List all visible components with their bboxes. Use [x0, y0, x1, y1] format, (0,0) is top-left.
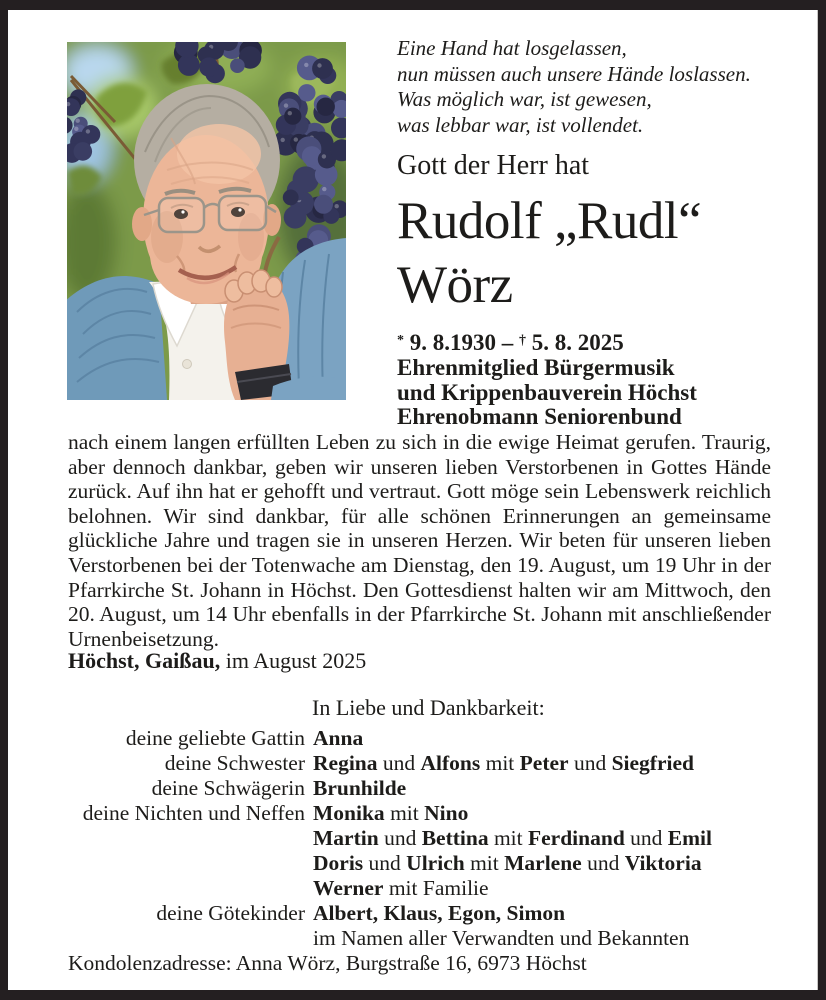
family-member-name: Brunhilde — [313, 776, 407, 800]
family-member-name: Viktoria — [624, 851, 702, 875]
family-member-name: Doris — [313, 851, 364, 875]
family-member-name: Albert, Klaus, Egon, Simon — [313, 901, 566, 925]
poem-line: Was möglich war, ist gewesen, — [397, 87, 652, 111]
family-row — [68, 751, 778, 776]
family-member-name: Werner — [313, 876, 384, 900]
family-name-connector: mit — [488, 826, 528, 850]
announcement-intro: Gott der Herr hat — [397, 150, 590, 181]
place-names: Höchst, Gaißau, — [68, 648, 221, 673]
portrait-photo — [67, 42, 346, 400]
family-name-connector: und — [363, 851, 407, 875]
death-symbol: † — [519, 333, 526, 348]
family-names — [313, 801, 468, 826]
birth-date: 9. 8.1930 — [409, 330, 496, 355]
family-member-name: Nino — [424, 801, 469, 825]
family-role-label — [68, 926, 305, 951]
family-row — [68, 851, 778, 876]
announcement-column — [397, 36, 813, 430]
family-row — [68, 876, 778, 901]
family-row — [68, 776, 778, 801]
family-role-label: deine Nichten und Neffen — [82, 801, 305, 825]
life-dates — [397, 328, 813, 356]
family-member-name: Regina — [313, 751, 378, 775]
honorary-role: und Krippenbauverein Höchst — [397, 379, 697, 405]
family-row — [68, 901, 778, 926]
family-name-connector: und — [624, 826, 668, 850]
family-name-connector: mit — [480, 751, 520, 775]
family-name-connector: mit — [384, 801, 425, 825]
family-name-connector: mit — [464, 851, 505, 875]
family-member-name: Marlene — [504, 851, 582, 875]
obituary-card — [8, 10, 818, 990]
poem-line: was lebbar war, ist vollendet. — [397, 112, 644, 137]
dates-separator: – — [501, 330, 514, 355]
family-names — [313, 851, 702, 876]
poem-line: Eine Hand hat losgelassen, — [397, 36, 627, 60]
deceased-name — [397, 189, 813, 317]
family-names — [313, 726, 363, 751]
obituary-body-text: nach einem langen erfüllten Leben zu sich in die ewige Heimat gerufen. Traurig, aber dennoch dankbar, geben wir unseren lieben Verstorbenen in Gottes Hände zurück. Auf ihn hat er gehofft und vertraut. Gott möge sein Lebenswerk reichlich belohnen. Wir sind dankbar, für alle schönen Erinnerungen an gemeinsame glückliche Jahre und tragen sie in unseren Herzen. Wir beten für unseren lieben Verstorbenen bei der Totenwache am Dienstag, den 19. August, um 19 Uhr in der Pfarrkirche St. Johann in Höchst. Den Gottesdienst halten wir am Mittwoch, den 20. August, um 14 Uhr ebenfalls in der Pfarrkirche St. Johann mit anschließender Urnenbeisetzung. — [68, 430, 771, 651]
family-member-name: Emil — [667, 826, 712, 850]
family-member-name: Bettina — [421, 826, 489, 850]
family-member-name: Ferdinand — [528, 826, 625, 850]
family-member-name: Martin — [313, 826, 379, 850]
place-date-line — [68, 648, 366, 674]
family-name-connector: mit Familie — [383, 876, 489, 900]
family-member-name: Alfons — [420, 751, 481, 775]
family-role-label — [68, 826, 305, 851]
memorial-poem — [397, 36, 813, 138]
family-role-label — [68, 851, 305, 876]
family-names — [313, 751, 694, 776]
family-name-connector: im Namen aller Verwandten und Bekannten — [313, 926, 690, 950]
family-member-name: Siegfried — [611, 751, 694, 775]
family-names — [313, 926, 689, 951]
family-name-connector: und — [377, 751, 421, 775]
family-role-label: deine Schwägerin — [151, 776, 305, 800]
poem-line: nun müssen auch unsere Hände loslassen. — [397, 61, 751, 86]
family-role-label: deine geliebte Gattin — [125, 726, 305, 750]
family-member-name: Monika — [313, 801, 385, 825]
family-row — [68, 926, 778, 951]
family-names — [313, 826, 712, 851]
birth-symbol: * — [397, 333, 404, 348]
honorary-role: Ehrenmitglied Bürgermusik — [397, 355, 675, 380]
family-list — [68, 726, 778, 951]
family-names — [313, 876, 489, 901]
family-row — [68, 826, 778, 851]
deceased-name-line1: Rudolf „Rudl“ — [397, 192, 702, 250]
family-name-connector: und — [581, 851, 625, 875]
family-member-name: Peter — [519, 751, 569, 775]
family-row — [68, 801, 778, 826]
honorary-roles — [397, 356, 813, 430]
portrait-photo-illustration — [67, 42, 346, 400]
deceased-name-line2: Wörz — [397, 256, 513, 314]
family-name-connector: und — [378, 826, 422, 850]
death-date: 5. 8. 2025 — [531, 330, 624, 355]
family-role-label: deine Schwester — [164, 751, 305, 775]
family-role-label: deine Götekinder — [156, 901, 305, 925]
month-year: im August 2025 — [220, 648, 367, 673]
condolence-address: Kondolenzadresse: Anna Wörz, Burgstraße 16, 6973 Höchst — [68, 951, 587, 975]
family-names — [313, 776, 406, 801]
family-name-connector: und — [568, 751, 612, 775]
closing-line: In Liebe und Dankbarkeit: — [312, 695, 545, 720]
family-names — [313, 901, 565, 926]
honorary-role: Ehrenobmann Seniorenbund — [397, 404, 682, 429]
family-row — [68, 726, 778, 751]
family-member-name: Anna — [313, 726, 364, 750]
family-member-name: Ulrich — [406, 851, 465, 875]
family-role-label — [68, 876, 305, 901]
